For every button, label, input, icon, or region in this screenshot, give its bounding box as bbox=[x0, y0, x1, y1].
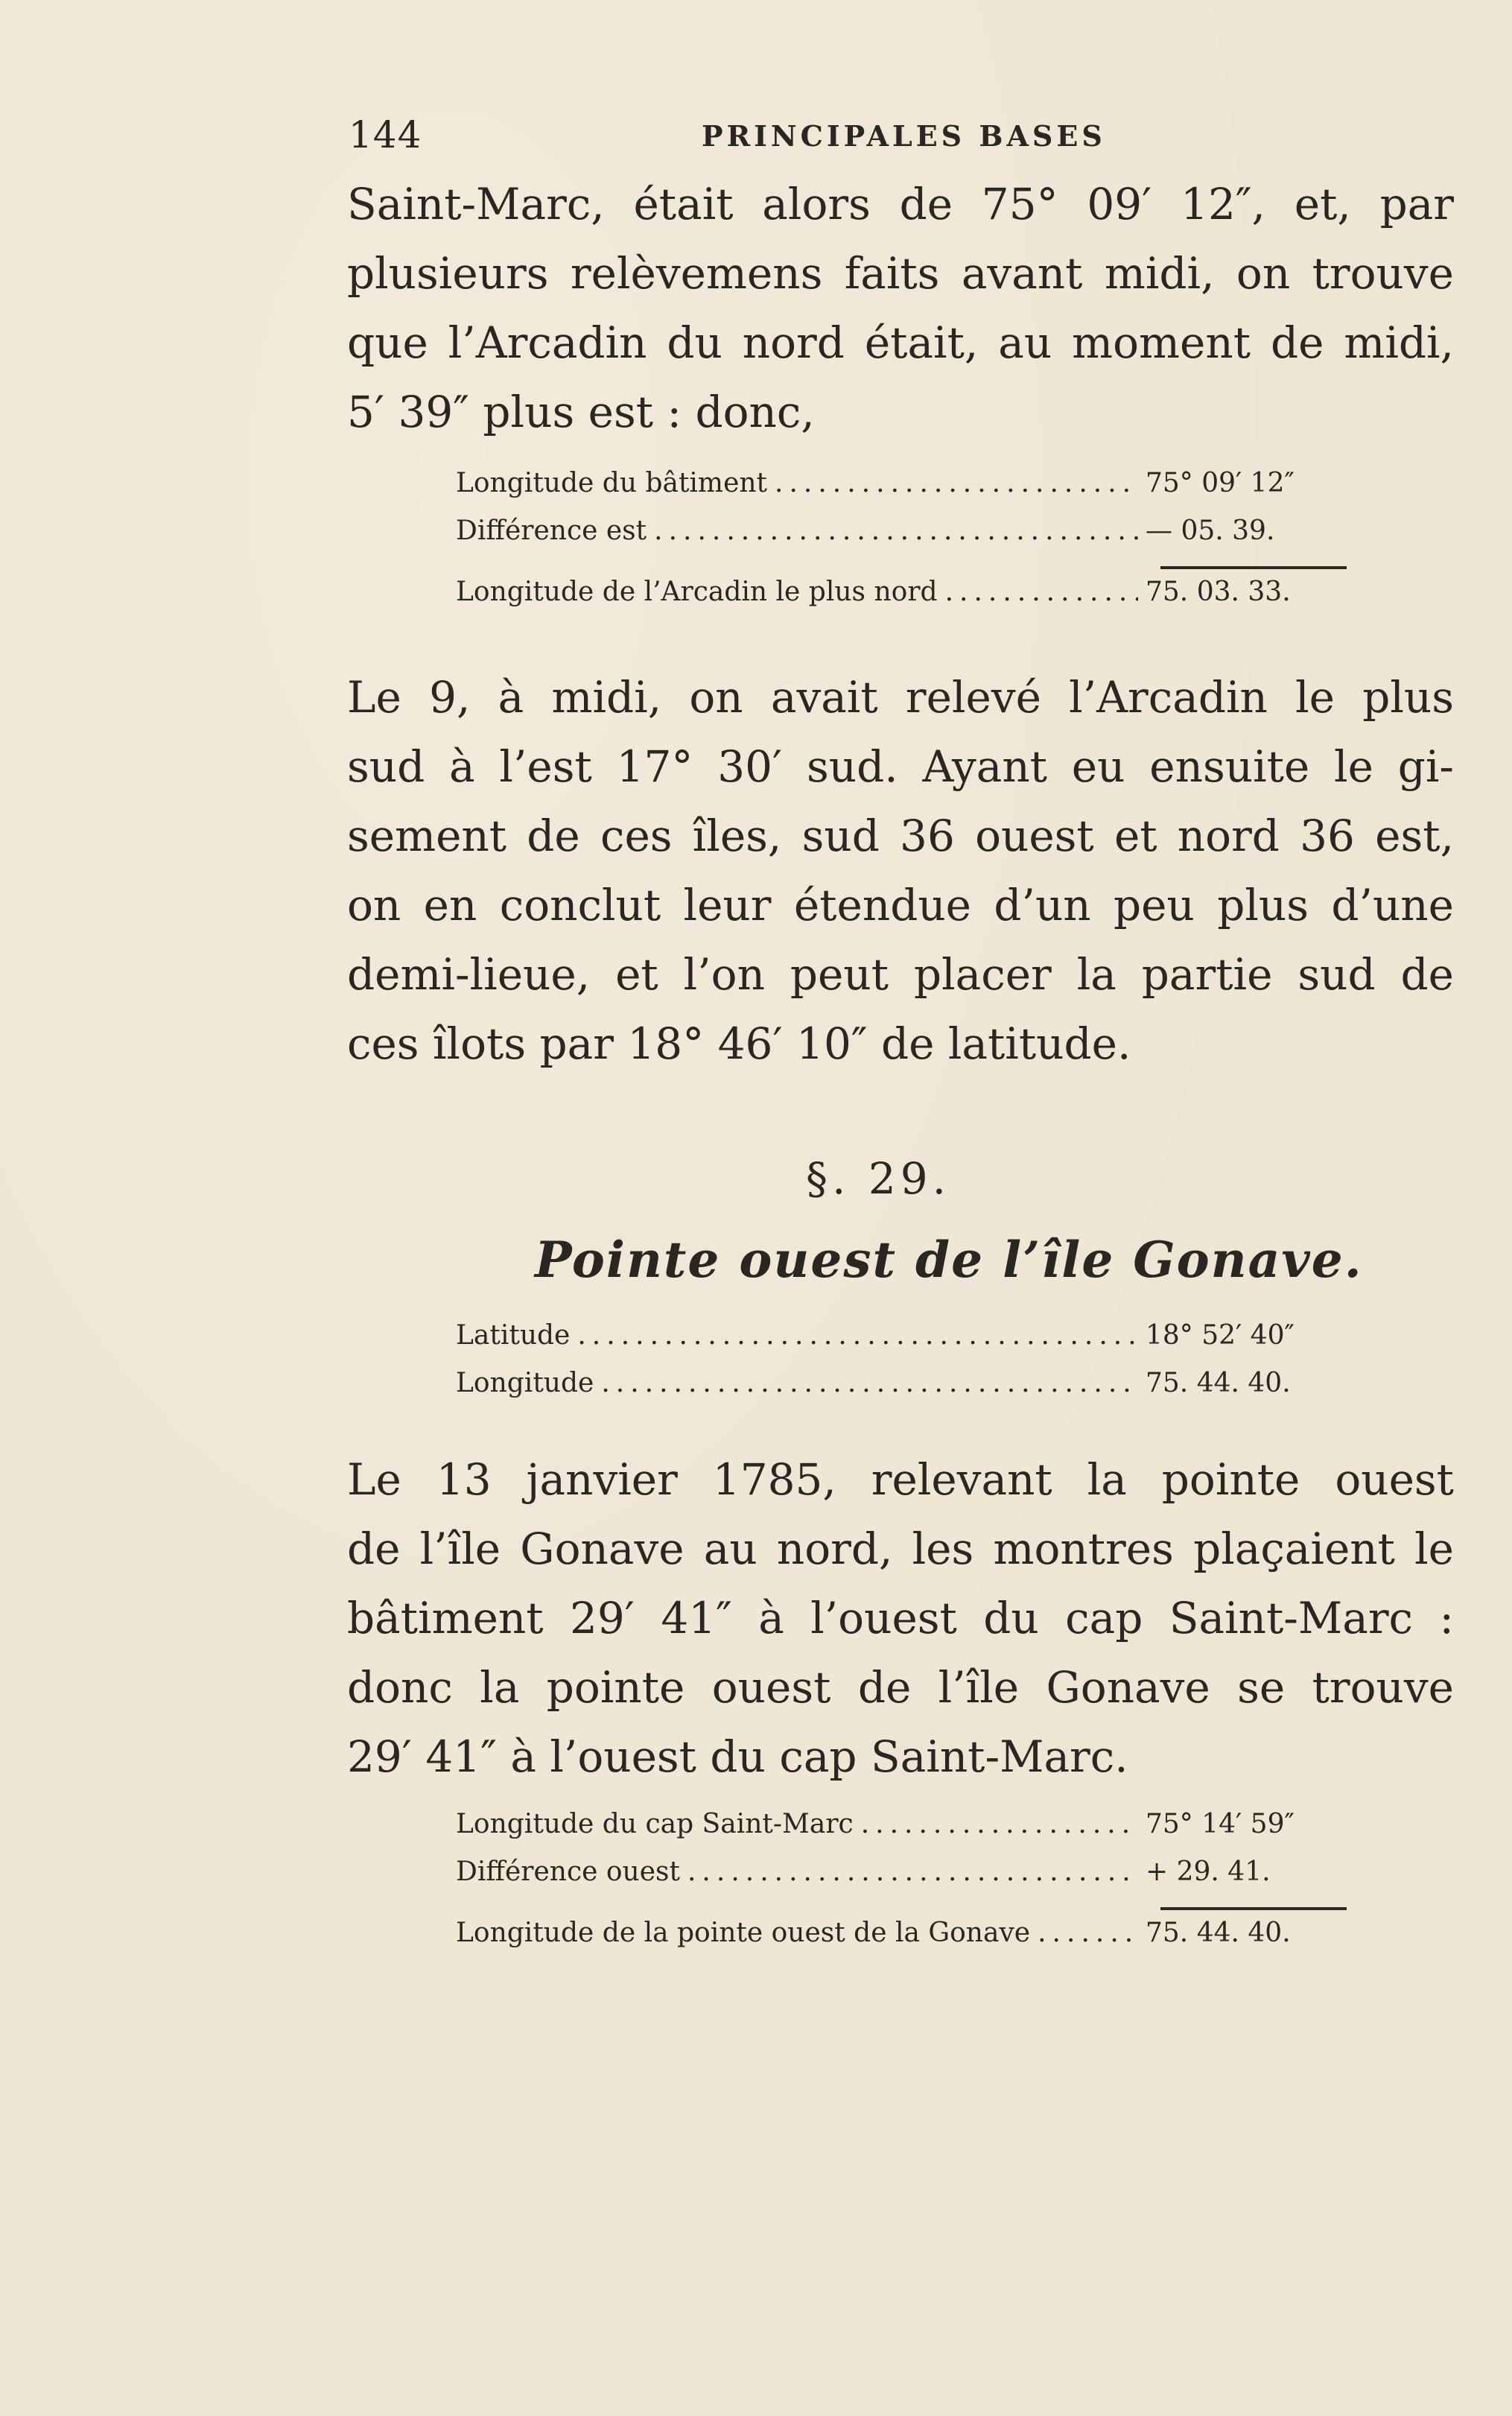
leader-dots bbox=[945, 577, 1138, 607]
calc-value: + 29. 41. bbox=[1146, 1857, 1271, 1887]
section-number: §. 29. bbox=[806, 1153, 951, 1204]
calc-result-row bbox=[456, 577, 1347, 624]
coord-row bbox=[456, 1320, 1347, 1368]
calc-value: 75° 09′ 12″ bbox=[1146, 468, 1295, 498]
calc-label: Différence ouest bbox=[456, 1857, 680, 1887]
leader-dots bbox=[775, 468, 1138, 498]
paragraph-line: Le 13 janvier 1785, relevant la pointe ouest bbox=[347, 1454, 1454, 1505]
calc-label: Longitude de l’Arcadin le plus nord bbox=[456, 577, 938, 607]
calc-label: Longitude de la pointe ouest de la Gonave bbox=[456, 1918, 1031, 1948]
running-title: PRINCIPALES BASES bbox=[702, 119, 1106, 153]
calc-label: Différence est bbox=[456, 516, 647, 546]
longitude-calculation-2 bbox=[456, 1809, 1347, 1965]
paragraph-line: donc la pointe ouest de l’île Gonave se trouve bbox=[347, 1662, 1454, 1713]
paragraph-1 bbox=[347, 170, 1454, 447]
paragraph-line: de l’île Gonave au nord, les montres plaçaient le bbox=[347, 1524, 1454, 1574]
calc-row bbox=[456, 516, 1347, 563]
leader-dots bbox=[601, 1368, 1138, 1398]
calc-label: Longitude du bâtiment bbox=[456, 468, 768, 498]
page-number: 144 bbox=[349, 113, 422, 156]
paragraph-line: 29′ 41″ à l’ouest du cap Saint-Marc. bbox=[347, 1731, 1128, 1782]
calc-label: Longitude du cap Saint-Marc bbox=[456, 1809, 854, 1839]
section-title: Pointe ouest de l’île Gonave. bbox=[535, 1231, 1363, 1289]
calc-value: 75. 44. 40. bbox=[1146, 1918, 1291, 1948]
paragraph-line: Saint-Marc, était alors de 75° 09′ 12″, et, par bbox=[347, 179, 1454, 229]
coord-label: Longitude bbox=[456, 1368, 594, 1398]
coord-label: Latitude bbox=[456, 1320, 571, 1351]
leader-dots bbox=[577, 1320, 1138, 1351]
coordinates-table bbox=[456, 1320, 1347, 1415]
calc-row bbox=[456, 468, 1347, 516]
paragraph-line: on en conclut leur étendue d’un peu plus d’une bbox=[347, 880, 1454, 930]
paragraph-line: Le 9, à midi, on avait relevé l’Arcadin le plus bbox=[347, 672, 1454, 723]
leader-dots bbox=[687, 1857, 1138, 1887]
sum-rule bbox=[1160, 566, 1347, 569]
leader-dots bbox=[654, 516, 1138, 546]
paragraph-line: que l’Arcadin du nord était, au moment de midi, bbox=[347, 317, 1454, 368]
coord-row bbox=[456, 1368, 1347, 1415]
paragraph-line: plusieurs relèvemens faits avant midi, on trouve bbox=[347, 248, 1454, 299]
sum-rule bbox=[1160, 1907, 1347, 1910]
calc-value: — 05. 39. bbox=[1146, 516, 1275, 546]
paragraph-3 bbox=[347, 1445, 1454, 1792]
longitude-calculation-1 bbox=[456, 468, 1347, 624]
calc-row bbox=[456, 1809, 1347, 1857]
calc-row bbox=[456, 1857, 1347, 1904]
coord-value: 75. 44. 40. bbox=[1146, 1368, 1291, 1398]
coord-value: 18° 52′ 40″ bbox=[1146, 1320, 1295, 1351]
calc-result-row bbox=[456, 1918, 1347, 1965]
calc-value: 75° 14′ 59″ bbox=[1146, 1809, 1295, 1839]
leader-dots bbox=[861, 1809, 1138, 1839]
paragraph-line: ces îlots par 18° 46′ 10″ de latitude. bbox=[347, 1018, 1131, 1069]
paragraph-line: bâtiment 29′ 41″ à l’ouest du cap Saint-Marc : bbox=[347, 1593, 1454, 1643]
paragraph-line: 5′ 39″ plus est : donc, bbox=[347, 387, 815, 437]
paragraph-line: sud à l’est 17° 30′ sud. Ayant eu ensuite le gi- bbox=[347, 741, 1454, 792]
paragraph-2 bbox=[347, 663, 1454, 1079]
leader-dots bbox=[1038, 1918, 1138, 1948]
paragraph-line: sement de ces îles, sud 36 ouest et nord 36 est, bbox=[347, 811, 1454, 861]
paragraph-line: demi-lieue, et l’on peut placer la partie sud de bbox=[347, 949, 1454, 1000]
calc-value: 75. 03. 33. bbox=[1146, 577, 1291, 607]
